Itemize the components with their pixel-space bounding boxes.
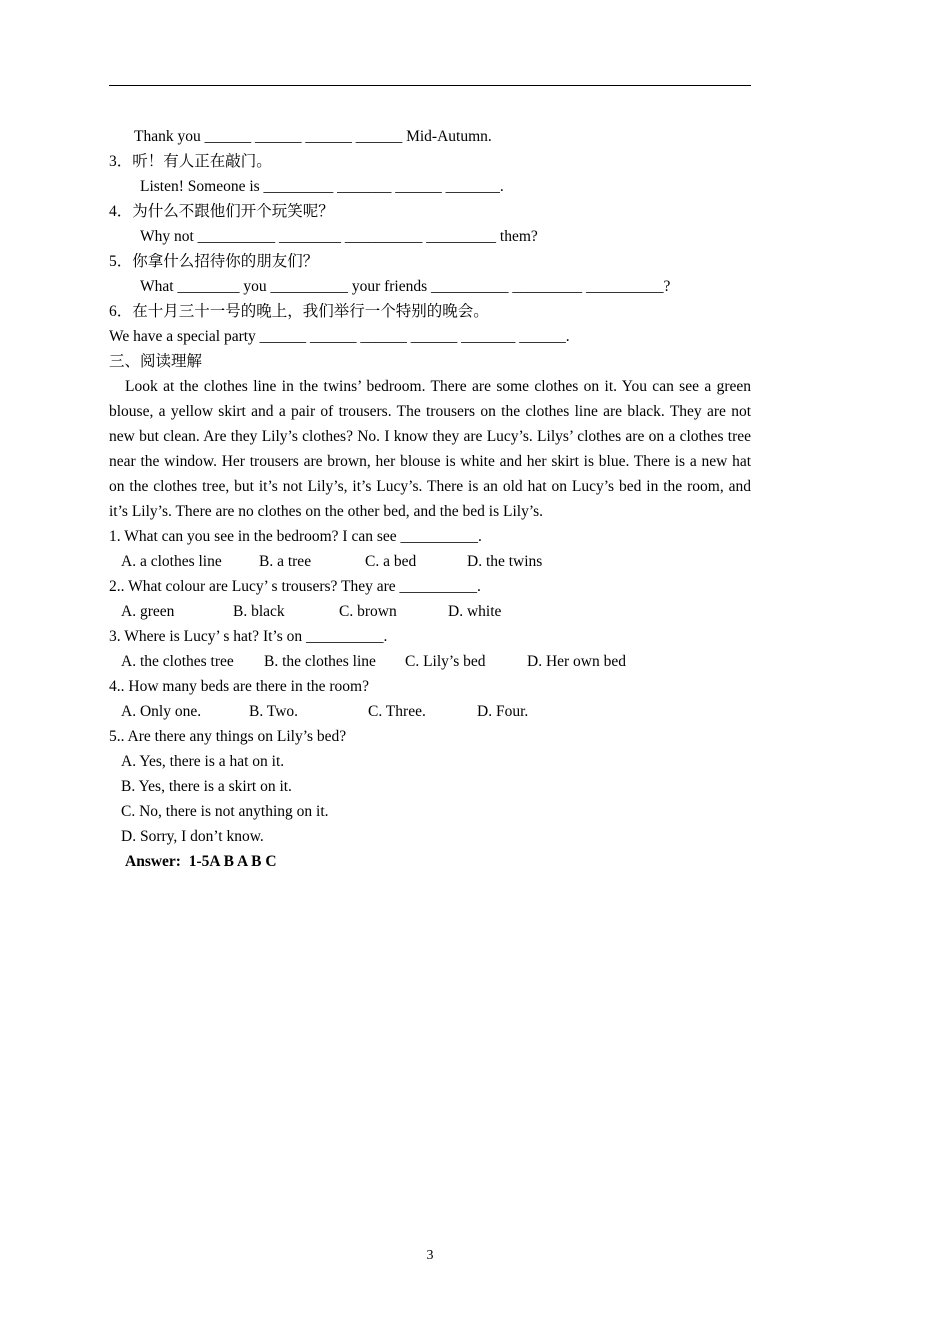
question-3-options (109, 649, 751, 674)
q6-answer-line: We have a special party ______ ______ ______ ______ _______ ______. (109, 328, 570, 345)
option-d: D. Her own bed (527, 653, 627, 670)
q6-prompt: 6．在十月三十一号的晚上，我们举行一个特别的晚会。 (109, 303, 489, 320)
q4-prompt: 4．为什么不跟他们开个玩笑呢？ (109, 203, 334, 220)
q5-prompt: 5．你拿什么招待你的朋友们？ (109, 253, 319, 270)
option-a: A. a clothes line (121, 553, 222, 570)
option-b: B. a tree (259, 553, 312, 570)
option-c: C. a bed (365, 553, 417, 570)
reading-section-title: 三、阅读理解 (109, 353, 203, 370)
question-5-option-b: B. Yes, there is a skirt on it. (121, 778, 292, 795)
question-5-option-c: C. No, there is not anything on it. (121, 803, 329, 820)
q5-answer-line: What ________ you __________ your friends __________ _________ __________? (140, 278, 671, 295)
option-b: B. the clothes line (264, 653, 376, 670)
q2-answer-line: Thank you ______ ______ ______ ______ Mid-Autumn. (134, 128, 492, 145)
option-a: A. the clothes tree (121, 653, 234, 670)
reading-question-5: 5.. Are there any things on Lily’s bed? (109, 728, 347, 745)
option-a: A. green (121, 603, 175, 620)
option-c: C. Three. (368, 703, 426, 720)
q3-answer-line: Listen! Someone is _________ _______ ______ _______. (140, 178, 504, 195)
option-a: A. Only one. (121, 703, 202, 720)
answer-key: Answer: 1-5A B A B C (125, 853, 277, 870)
q3-prompt: 3．听！有人正在敲门。 (109, 153, 272, 170)
option-d: D. the twins (467, 553, 543, 570)
question-5-option-a: A. Yes, there is a hat on it. (121, 753, 285, 770)
option-b: B. Two. (249, 703, 299, 720)
q4-answer-line: Why not __________ ________ __________ _________ them? (140, 228, 538, 245)
question-1-options (109, 549, 751, 574)
reading-passage: Look at the clothes line in the twins’ bedroom. There are some clothes on it. You can see a green blouse, a yellow skirt and a pair of trousers. The trousers on the clothes line are black. They are not new but clean. Are they Lily’s clothes? No. I know they are Lucy’s. Lilys’ clothes are on a clothes tree near the window. Her trousers are brown, her blouse is white and her skirt is blue. There is a new hat on the clothes tree, but it’s not Lily’s, it’s Lucy’s. There is an old hat on Lucy’s bed in the room, and it’s Lily’s. There are no clothes on the other bed, and the bed is Lily’s. (109, 378, 751, 520)
page-number: 3 (426, 1248, 434, 1263)
reading-question-3: 3. Where is Lucy’ s hat? It’s on __________. (109, 628, 388, 645)
option-c: C. Lily’s bed (405, 653, 486, 670)
option-c: C. brown (339, 603, 397, 620)
question-4-options (109, 699, 751, 724)
reading-question-2: 2.. What colour are Lucy’ s trousers? They are __________. (109, 578, 481, 595)
page-content (109, 124, 751, 874)
question-2-options (109, 599, 751, 624)
header-rule (109, 85, 751, 86)
option-d: D. Four. (477, 703, 529, 720)
option-d: D. white (448, 603, 502, 620)
reading-question-1: 1. What can you see in the bedroom? I can see __________. (109, 528, 482, 545)
reading-question-4: 4.. How many beds are there in the room? (109, 678, 369, 695)
question-5-option-d: D. Sorry, I don’t know. (121, 828, 264, 845)
option-b: B. black (233, 603, 285, 620)
